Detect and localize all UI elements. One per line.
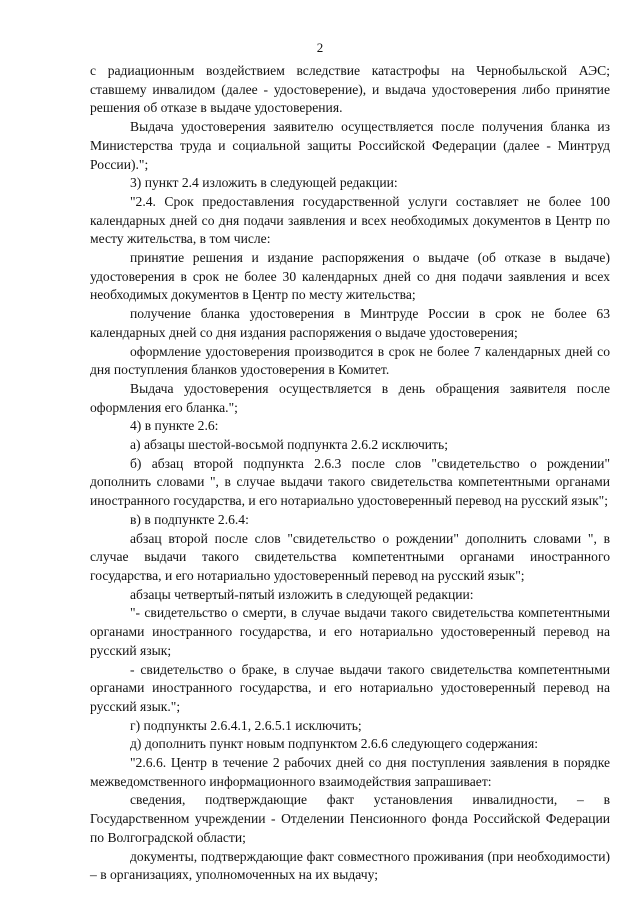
paragraph: документы, подтверждающие факт совместного проживания (при необходимости) – в организациях, уполномоченных на их выдачу;: [90, 848, 610, 883]
paragraph: "- свидетельство о смерти, в случае выдачи такого свидетельства компетентными органами иностранного государства, и его нотариально удостоверенный перевод на русский язык;: [90, 605, 610, 658]
paragraph: "2.4. Срок предоставления государственной услуги составляет не более 100 календарных дней со дня подачи заявления и всех необходимых документов в Центр по месту жительства, в том числе:: [90, 193, 610, 247]
paragraph: Выдача удостоверения заявителю осуществляется после получения бланка из Министерства труда и социальной защиты Российской Федерации (далее - Минтруд России).";: [90, 119, 610, 172]
paragraph: 4) в пункте 2.6:: [130, 418, 219, 434]
paragraph: оформление удостоверения производится в срок не более 7 календарных дней со дня поступления бланков удостоверения в Комитет.: [90, 343, 610, 378]
page-number: 2: [316, 40, 324, 55]
paragraph: "2.6.6. Центр в течение 2 рабочих дней со дня поступления заявления в порядке межведомственного информационного взаимодействия запрашивает:: [90, 755, 610, 789]
paragraph: сведения, подтверждающие факт установления инвалидности, – в Государственном учреждении - Отделении Пенсионного фонда Российской Федерации по Волгоградской области;: [90, 792, 610, 845]
paragraph: Выдача удостоверения осуществляется в день обращения заявителя после оформления его бланка.";: [90, 380, 610, 415]
paragraph: принятие решения и издание распоряжения о выдаче (об отказе в выдаче) удостоверения в срок не более 30 календарных дней со дня подачи заявления и всех необходимых документов в Центр по месту жительства;: [90, 250, 610, 303]
paragraph: - свидетельство о браке, в случае выдачи такого свидетельства компетентными органами иностранного государства, и его нотариально удостоверенный перевод на русский язык.";: [90, 661, 610, 714]
paragraph: абзацы четвертый-пятый изложить в следующей редакции:: [130, 586, 474, 602]
paragraph: абзац второй после слов "свидетельство о рождении" дополнить словами ", в случае выдачи такого свидетельства компетентными органами иностранного государства, и его нотариально удостоверенный перевод на русский язык";: [90, 530, 610, 583]
paragraph: д) дополнить пункт новым подпунктом 2.6.6 следующего содержания:: [130, 736, 538, 752]
paragraph: б) абзац второй подпункта 2.6.3 после слов "свидетельство о рождении" дополнить словами ", в случае выдачи такого свидетельства компетентными органами иностранного государства, и его нотариально удостоверенный перевод на русский язык";: [90, 455, 610, 509]
document-body: [90, 62, 610, 885]
paragraph: в) в подпункте 2.6.4:: [130, 511, 249, 527]
paragraph: получение бланка удостоверения в Минтруде России в срок не более 63 календарных дней со дня издания распоряжения о выдаче удостоверения;: [90, 306, 610, 340]
paragraph: г) подпункты 2.6.4.1, 2.6.5.1 исключить;: [130, 717, 362, 733]
paragraph: 3) пункт 2.4 изложить в следующей редакции:: [130, 175, 398, 191]
paragraph: а) абзацы шестой-восьмой подпункта 2.6.2 исключить;: [130, 437, 448, 453]
paragraph: с радиационным воздействием вследствие катастрофы на Чернобыльской АЭС; ставшему инвалидом (далее - удостоверение), и выдача удостоверения либо принятие решения об отказе в выдаче удостоверения.: [90, 63, 610, 116]
